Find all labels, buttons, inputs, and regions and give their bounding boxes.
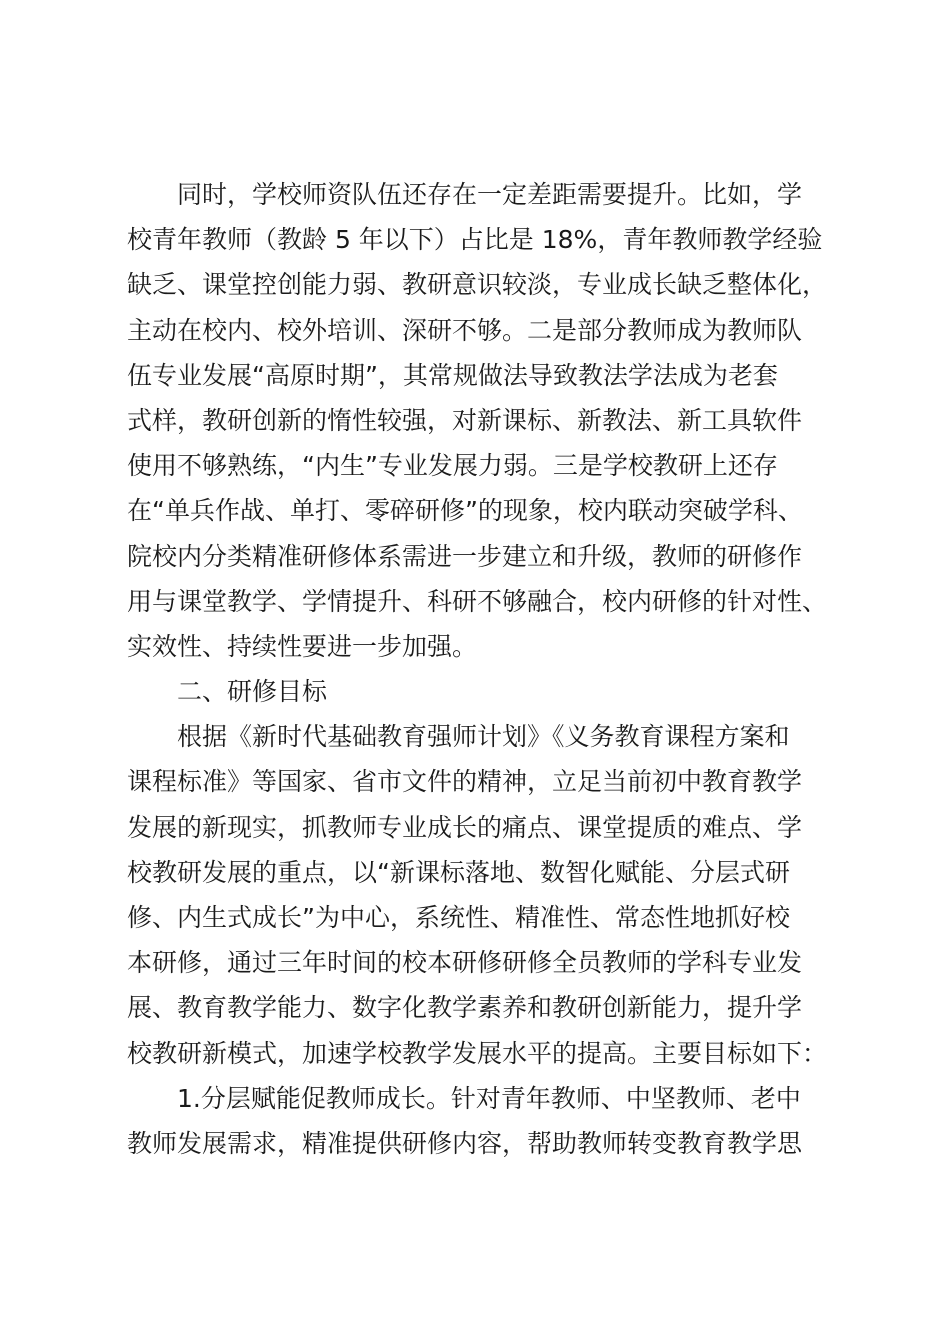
body-line: 同时，学校师资队伍还存在一定差距需要提升。比如，学 bbox=[177, 180, 803, 209]
body-line: 主动在校内、校外培训、深研不够。二是部分教师成为教师队 bbox=[127, 315, 803, 345]
body-line: 修、内生式成长”为中心，系统性、精准性、常态性地抓好校 bbox=[127, 903, 790, 932]
body-line: 在“单兵作战、单打、零碎研修”的现象，校内联动突破学科、 bbox=[127, 496, 803, 526]
body-line: 用与课堂教学、学情提升、科研不够融合，校内研修的针对性、 bbox=[127, 586, 828, 616]
body-line: 缺乏、课堂控创能力弱、教研意识较淡，专业成长缺乏整体化， bbox=[127, 270, 828, 300]
body-line: 发展的新现实，抓教师专业成长的痛点、课堂提质的难点、学 bbox=[127, 812, 803, 842]
list-item-line: 1.分层赋能促教师成长。针对青年教师、中坚教师、老中 bbox=[177, 1083, 801, 1113]
body-line: 校青年教师（教龄 5 年以下）占比是 18%，青年教师教学经验 bbox=[127, 225, 823, 255]
body-line: 伍专业发展“高原时期”，其常规做法导致教法学法成为老套 bbox=[127, 360, 778, 390]
body-line: 式样，教研创新的惰性较强，对新课标、新教法、新工具软件 bbox=[127, 405, 803, 435]
body-line: 院校内分类精准研修体系需进一步建立和升级，教师的研修作 bbox=[127, 541, 803, 571]
body-line: 展、教育教学能力、数字化教学素养和教研创新能力，提升学 bbox=[127, 993, 803, 1023]
body-line: 根据《新时代基础教育强师计划》《义务教育课程方案和 bbox=[177, 722, 790, 752]
body-line: 校教研发展的重点，以“新课标落地、数智化赋能、分层式研 bbox=[127, 857, 790, 887]
body-line: 使用不够熟练，“内生”专业发展力弱。三是学校教研上还存 bbox=[127, 451, 778, 481]
body-line: 校教研新模式，加速学校教学发展水平的提高。主要目标如下： bbox=[127, 1038, 828, 1068]
body-line: 教师发展需求，精准提供研修内容，帮助教师转变教育教学思 bbox=[127, 1128, 803, 1158]
body-line: 课程标准》等国家、省市文件的精神，立足当前初中教育教学 bbox=[127, 767, 803, 797]
body-line: 本研修，通过三年时间的校本研修研修全员教师的学科专业发 bbox=[127, 948, 803, 978]
section-heading: 二、研修目标 bbox=[177, 677, 328, 707]
body-line: 实效性、持续性要进一步加强。 bbox=[127, 631, 478, 661]
document-body bbox=[127, 172, 857, 1166]
